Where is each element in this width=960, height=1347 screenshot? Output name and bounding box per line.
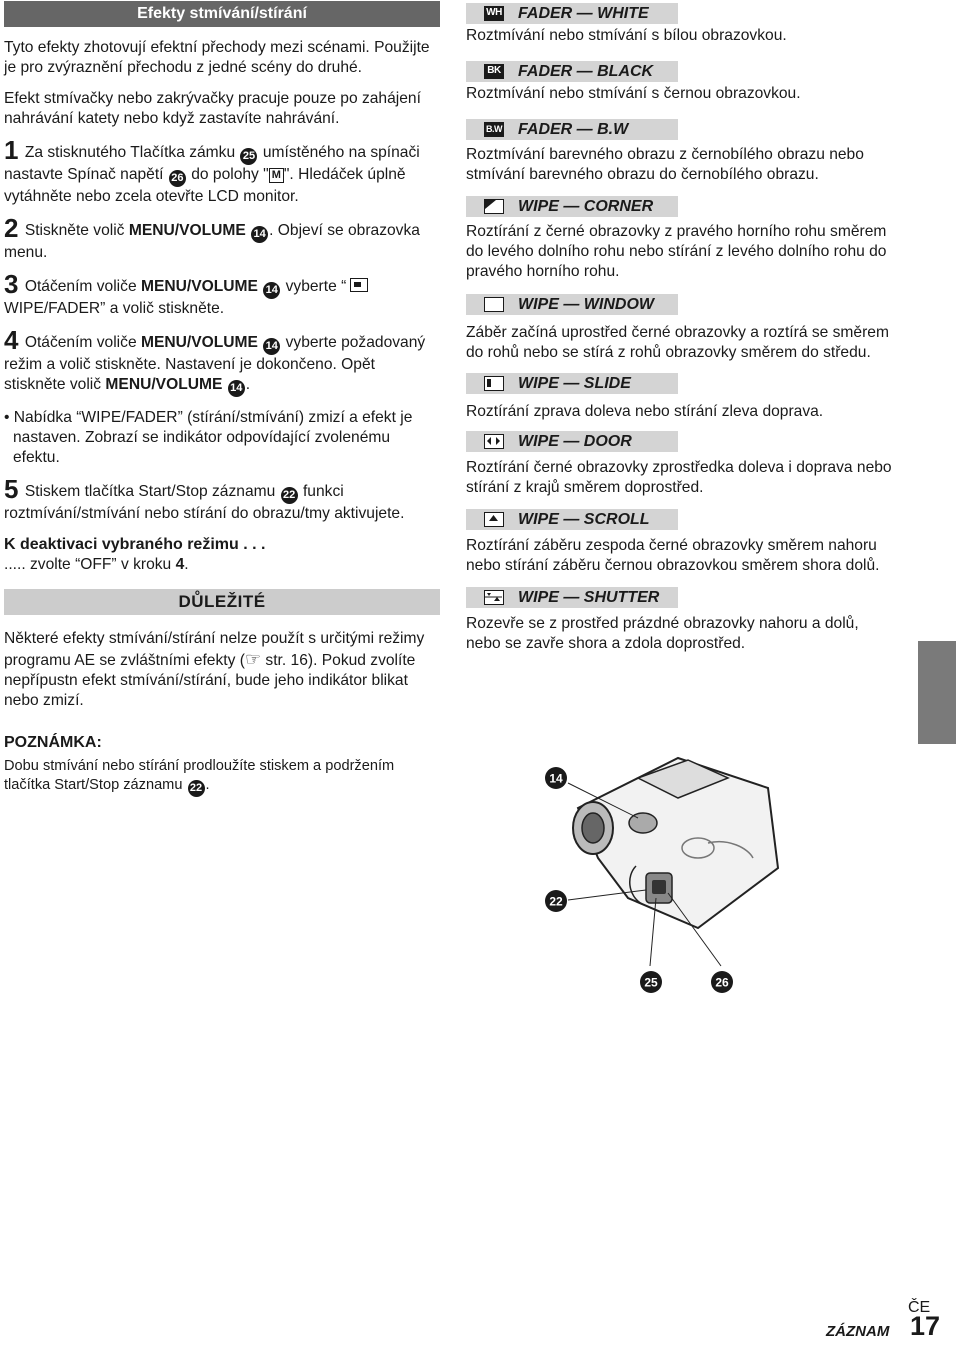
mode-wipe-scroll (466, 509, 896, 576)
wipe-window-icon (484, 297, 504, 312)
mode-wipe-window (466, 294, 896, 363)
mode-description: Záběr začíná uprostřed černé obrazovky a roztírá se směrem do rohů nebo se stírá z rohů obrazovky směrem do středu. (466, 324, 889, 361)
callout-ref: 22 (281, 487, 298, 504)
deactivate-text: ..... zvolte “OFF” v kroku 4. (4, 556, 189, 573)
mode-description: Roztírání záběru zespoda černé obrazovky směrem nahoru nebo stírání záběru černou obrazovkou směrem shora dolů. (466, 537, 880, 574)
callout-22 (545, 890, 567, 912)
step-number: 4 (4, 325, 19, 355)
callout-ref: 14 (263, 338, 280, 355)
mode-label: WIPE — DOOR (518, 433, 632, 450)
mode-fader-white (466, 3, 896, 46)
footer-section: ZÁZNAM (826, 1323, 890, 1340)
mode-description: Roztmívání nebo stmívání s bílou obrazovkou. (466, 27, 787, 44)
note-heading: POZNÁMKA: (4, 734, 102, 751)
important-text: Některé efekty stmívání/stírání nelze použít s určitými režimy programu AE se zvláštními efekty (☞ str. 16). Pokud zvolíte nepřípustn efekt stmívání/stírání, bude jeho indikátor blikat nebo zmizí. (4, 630, 425, 709)
mode-description: Roztírání černé obrazovky zprostředka doleva i doprava nebo stírání z krajů směrem doprostřed. (466, 459, 892, 496)
svg-text:25: 25 (644, 975, 658, 990)
intro-paragraph-2: Efekt stmívačky nebo zakrývačky pracuje pouze po zahájení nahrávání katety nebo když zastavíte nahrávání. (4, 90, 421, 127)
wipe-corner-icon (484, 199, 504, 214)
callout-ref: 25 (240, 148, 257, 165)
mode-label: FADER — BLACK (518, 63, 654, 80)
callout-ref: 26 (169, 170, 186, 187)
wipe-shutter-icon (484, 590, 504, 605)
deactivate-heading: K deaktivaci vybraného režimu . . . (4, 536, 266, 553)
svg-text:26: 26 (715, 975, 729, 990)
step-5: 5 Stiskem tlačítka Start/Stop záznamu 22 funkci roztmívání/stmívání nebo stírání do obrazu/tmy aktivujete. (4, 474, 405, 522)
callout-25 (640, 971, 662, 993)
result-bullet: • Nabídka “WIPE/FADER” (stírání/stmívání) zmizí a efekt je nastaven. Zobrazí se indikátor odpovídající zvolenému efektu. (4, 409, 413, 466)
step-number: 2 (4, 213, 19, 243)
mode-description: Roztmívání nebo stmívání s černou obrazovkou. (466, 85, 801, 102)
mode-description: Roztmívání barevného obrazu z černobílého obrazu nebo stmívání barevného obrazu do černobílého obrazu. (466, 146, 864, 183)
page-number: 17 (910, 1311, 941, 1341)
callout-26 (711, 971, 733, 993)
left-column (4, 0, 440, 797)
mode-fader-bw (466, 119, 896, 185)
wipe-slide-icon (484, 376, 504, 391)
step-number: 5 (4, 474, 19, 504)
mode-wipe-corner (466, 196, 896, 282)
step-1: 1 Za stisknutého Tlačítka zámku 25 umístěného na spínači nastavte Spínač napětí 26 do polohy " M ". Hledáček úplně vytáhněte nebo zcela otevřte LCD monitor. (4, 135, 420, 205)
mode-label: FADER — WHITE (518, 5, 649, 22)
mode-label: WIPE — SLIDE (518, 375, 631, 392)
step-3: 3 Otáčením voliče MENU/VOLUME 14 vyberte “ WIPE/FADER” a volič stiskněte. (4, 274, 440, 319)
mode-description: Roztírání zprava doleva nebo stírání zleva doprava. (466, 403, 824, 420)
mode-label: FADER — B.W (518, 121, 629, 138)
fader-black-icon: BK (484, 64, 504, 79)
section-title: Efekty stmívání/stírání (4, 1, 440, 27)
wipe-scroll-icon (484, 512, 504, 527)
intro-paragraph-1: Tyto efekty zhotovují efektní přechody mezi scénami. Použijte je pro zvýraznění přechodu z jedné scény do druhé. (4, 39, 430, 76)
mode-description: Rozevře se z prostřed prázdné obrazovky nahoru a dolů, nebo se zavře shora a zdola doprostřed. (466, 615, 859, 652)
wipe-fader-menu-icon (350, 278, 368, 292)
callout-ref: 14 (228, 380, 245, 397)
svg-text:22: 22 (549, 894, 563, 909)
important-heading: DŮLEŽITÉ (4, 589, 440, 615)
mode-label: WIPE — WINDOW (518, 296, 654, 313)
callout-14 (545, 767, 567, 789)
right-column (466, 0, 896, 654)
callout-ref: 14 (251, 226, 268, 243)
section-edge-tab (918, 641, 956, 744)
mode-wipe-slide (466, 373, 896, 422)
step-number: 3 (4, 269, 19, 299)
footer-language: ČE (908, 1299, 931, 1316)
manual-mode-icon: M (269, 168, 284, 183)
mode-wipe-shutter (466, 587, 896, 654)
camcorder-illustration (538, 748, 788, 1004)
wipe-door-icon (484, 434, 504, 449)
mode-label: WIPE — SHUTTER (518, 589, 660, 606)
svg-text:14: 14 (549, 771, 563, 786)
mode-label: WIPE — SCROLL (518, 511, 650, 528)
pointing-hand-icon: ☞ (244, 649, 262, 669)
callout-ref: 14 (263, 282, 280, 299)
fader-white-icon: WH (484, 6, 504, 21)
mode-description: Roztírání z černé obrazovky z pravého horního rohu směrem do levého dolního rohu nebo stírání z levého dolního rohu do pravého horního rohu. (466, 223, 887, 280)
mode-fader-black (466, 61, 896, 104)
step-4: 4 Otáčením voliče MENU/VOLUME 14 vyberte požadovaný režim a volič stiskněte. Nastavení je dokončeno. Opět stiskněte volič MENU/VOLUME 14 . (4, 330, 440, 397)
callout-ref: 22 (188, 780, 205, 797)
step-number: 1 (4, 135, 19, 165)
mode-label: WIPE — CORNER (518, 198, 654, 215)
note-text: Dobu stmívání nebo stírání prodloužíte stiskem a podržením tlačítka Start/Stop záznamu 22 . (4, 757, 440, 797)
mode-wipe-door (466, 431, 896, 498)
fader-bw-icon: B.W (484, 122, 504, 137)
step-2: 2 Stiskněte volič MENU/VOLUME 14 . Objeví se obrazovka menu. (4, 213, 420, 261)
